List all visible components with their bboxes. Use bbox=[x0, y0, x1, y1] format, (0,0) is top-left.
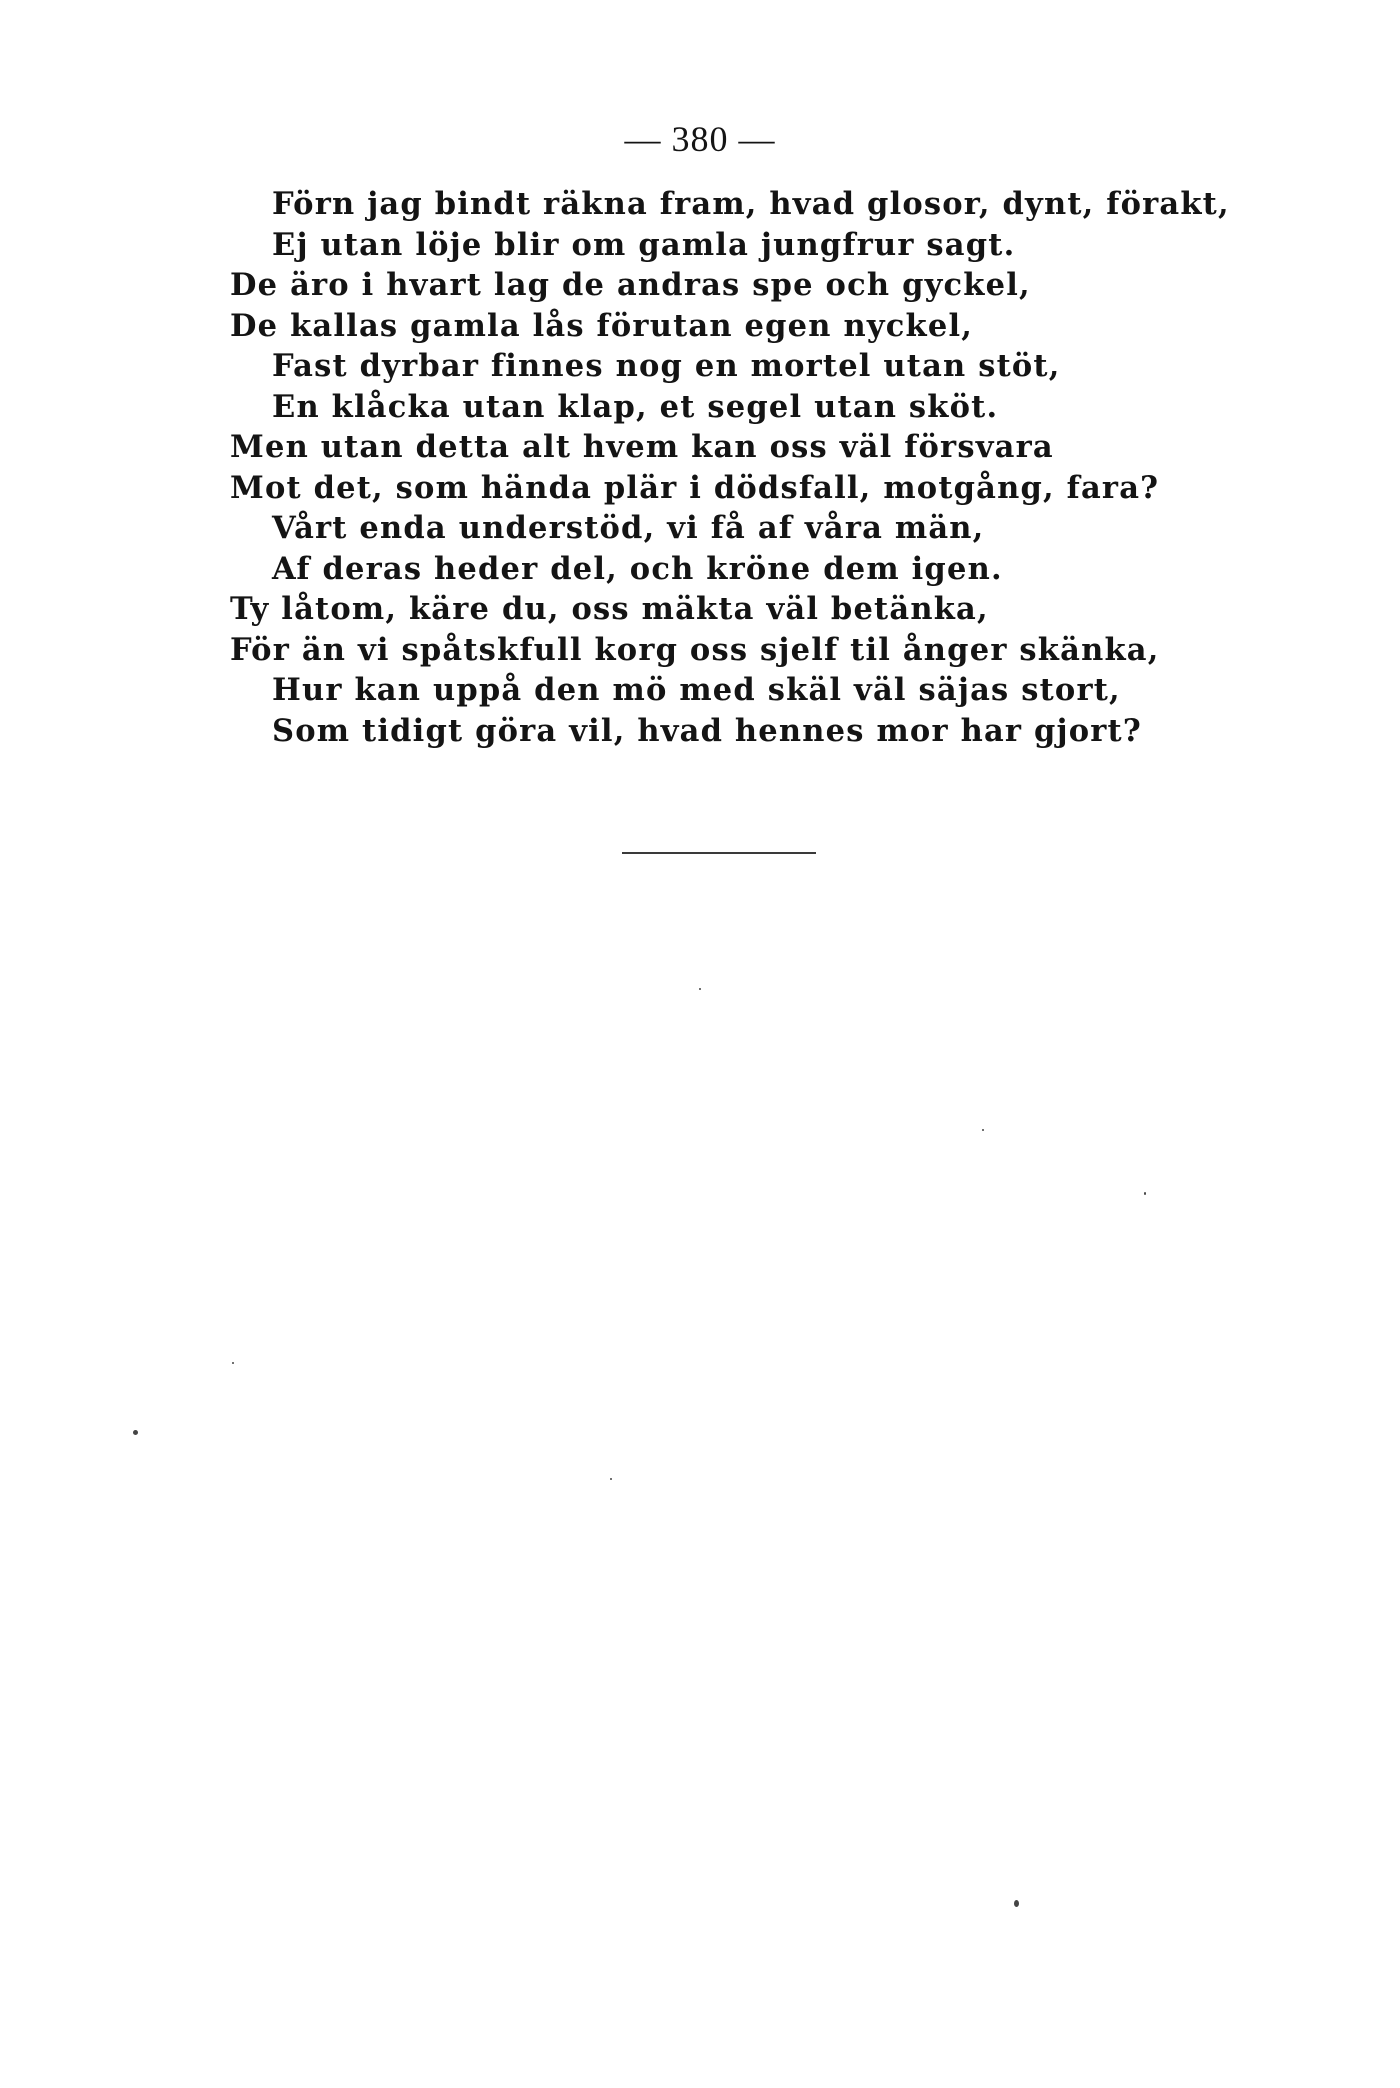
scan-speck bbox=[232, 1362, 234, 1364]
scan-speck bbox=[1014, 1900, 1019, 1907]
poem-line: Ty låtom, käre du, oss mäkta väl betänka, bbox=[230, 591, 989, 627]
poem-line: Förn jag bindt räkna fram, hvad glosor, dynt, förakt, bbox=[272, 186, 1230, 222]
poem-line: Af deras heder del, och kröne dem igen. bbox=[272, 550, 1003, 587]
poem-line: De kallas gamla lås förutan egen nyckel, bbox=[230, 307, 974, 344]
section-divider bbox=[622, 852, 816, 854]
scan-speck bbox=[1144, 1192, 1146, 1195]
scan-speck bbox=[133, 1430, 138, 1435]
poem-line: Som tidigt göra vil, hvad hennes mor har gjort? bbox=[272, 712, 1142, 749]
poem-line: Fast dyrbar finnes nog en mortel utan stöt, bbox=[272, 348, 1061, 384]
poem-line: Mot det, som hända plär i dödsfall, motgång, fara? bbox=[230, 469, 1160, 506]
poem-line: Hur kan uppå den mö med skäl väl säjas stort, bbox=[272, 672, 1121, 708]
scan-speck bbox=[982, 1129, 984, 1131]
poem-line: Vårt enda understöd, vi få af våra män, bbox=[272, 510, 985, 546]
poem-line: Ej utan löje blir om gamla jungfrur sagt. bbox=[272, 226, 1016, 263]
scan-speck bbox=[699, 988, 701, 990]
page-number: — 380 — bbox=[624, 119, 776, 159]
poem-line: En klåcka utan klap, et segel utan sköt. bbox=[272, 388, 999, 425]
scan-speck bbox=[610, 1478, 612, 1480]
poem-line: Men utan detta alt hvem kan oss väl försvara bbox=[230, 429, 1054, 465]
poem-line: För än vi spåtskfull korg oss sjelf til ånger skänka, bbox=[230, 631, 1160, 668]
poem bbox=[230, 184, 1230, 751]
poem-line: De äro i hvart lag de andras spe och gyckel, bbox=[230, 267, 1031, 303]
